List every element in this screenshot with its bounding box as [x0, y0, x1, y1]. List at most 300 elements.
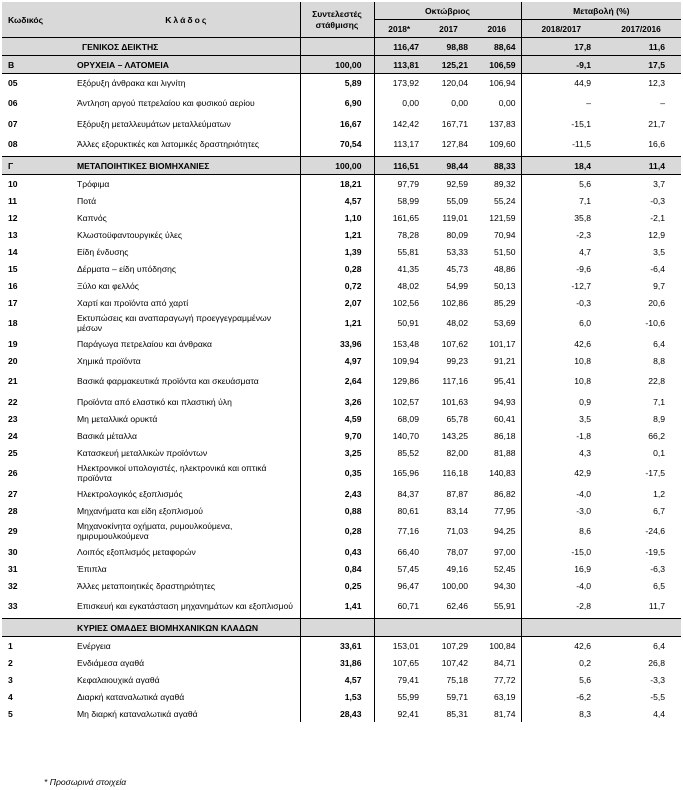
row-value-2016: 91,21 [473, 352, 521, 369]
row-weight: 0,72 [300, 277, 374, 294]
row-weight: 0,28 [300, 519, 374, 543]
row-sector-text: Βασικά μέταλλα [77, 430, 137, 441]
row-value-2016: 55,24 [473, 192, 521, 209]
row-sector [74, 577, 300, 594]
row-sector-text: Προϊόντα από ελαστικό και πλαστική ύλη [77, 396, 232, 407]
row-value-2018: 57,45 [397, 563, 419, 574]
row-value-2018: 116,51 [374, 157, 424, 175]
row-value-2018: 116,47 [374, 38, 424, 56]
row-weight: 3,26 [300, 393, 374, 410]
row-sector-text: Χημικά προϊόντα [77, 355, 141, 366]
row-code: 16 [8, 280, 18, 291]
table-row [2, 157, 681, 175]
row-change-2018-2017: -15,0 [521, 543, 601, 560]
row-sector-text: Ποτά [77, 195, 97, 206]
row-change-2017-2016: 3,7 [653, 178, 666, 189]
row-change-2017-2016: -19,5 [645, 546, 666, 557]
row-value-2018: 173,92 [392, 77, 419, 88]
row-value-2018: 0,00 [402, 98, 419, 108]
row-change-2017-2016: 8,9 [653, 413, 666, 424]
row-value-2016: 60,41 [473, 410, 521, 427]
row-value-2017: 0,00 [451, 98, 468, 108]
row-change-2017-2016: 6,7 [653, 505, 666, 516]
row-value-2016: 70,94 [473, 226, 521, 243]
row-sector-text: Παράγωγα πετρελαίου και άνθρακα [77, 338, 212, 349]
row-sector-text: Είδη ένδυσης [77, 246, 129, 257]
row-value-2016 [473, 619, 521, 637]
row-sector-text: Δέρματα – είδη υπόδησης [77, 263, 177, 274]
row-value-2018: 113,81 [374, 56, 424, 74]
row-value-2016: 81,74 [473, 705, 521, 722]
row-change-2017-2016: 6,5 [653, 580, 666, 591]
row-code: 24 [8, 430, 18, 441]
row-change-2017-2016: -10,6 [645, 318, 666, 328]
row-code: 10 [8, 178, 18, 189]
row-value-2016: 94,93 [473, 393, 521, 410]
row-weight: 1,53 [300, 688, 374, 705]
row-value-2016: 100,84 [473, 637, 521, 655]
row-value-2018: 142,42 [392, 118, 419, 129]
row-change-2017-2016: -2,1 [650, 212, 666, 223]
row-change-2018-2017: 10,8 [521, 369, 601, 393]
row-value-2017: 167,71 [441, 118, 468, 129]
row-sector [74, 671, 300, 688]
row-code: 27 [8, 488, 18, 499]
row-value-2017: 116,18 [442, 468, 468, 478]
table-row [2, 461, 681, 485]
row-change-2018-2017: -2,3 [521, 226, 601, 243]
industrial-production-table [2, 2, 681, 722]
header-year-2017: 2017 [424, 20, 473, 38]
row-sector [74, 654, 300, 671]
row-weight: 0,28 [300, 260, 374, 277]
row-sector [74, 543, 300, 560]
row-value-2018: 79,41 [397, 674, 419, 685]
row-weight: 33,96 [300, 335, 374, 352]
row-change-2018-2017: 17,8 [521, 38, 601, 56]
header-sector: Κλάδος [74, 2, 300, 38]
row-change-2018-2017: -0,3 [521, 294, 601, 311]
row-change-2018-2017: 8,3 [521, 705, 601, 722]
row-value-2018: 66,40 [397, 546, 419, 557]
row-change-2017-2016: 8,8 [653, 355, 666, 366]
row-sector-text: Έπιπλα [77, 563, 107, 574]
row-value-2018: 50,91 [397, 318, 419, 328]
row-weight: 31,86 [300, 654, 374, 671]
row-value-2017: 120,04 [441, 77, 468, 88]
row-weight: 2,07 [300, 294, 374, 311]
row-sector [74, 260, 300, 277]
row-change-2018-2017: -11,5 [521, 132, 601, 157]
row-weight: 4,59 [300, 410, 374, 427]
row-sector [74, 688, 300, 705]
row-value-2017: 98,88 [424, 38, 473, 56]
row-value-2017: 107,29 [441, 640, 468, 651]
row-value-2018: 55,99 [397, 691, 419, 702]
row-sector-text: Επισκευή και εγκατάσταση μηχανημάτων και εξοπλισμού [77, 601, 293, 611]
row-value-2016: 52,45 [473, 560, 521, 577]
row-change-2018-2017: -9,6 [521, 260, 601, 277]
table-row [2, 444, 681, 461]
row-value-2018: 113,17 [393, 139, 419, 149]
table-row [2, 594, 681, 619]
row-weight: 0,35 [300, 461, 374, 485]
row-code: 33 [8, 601, 18, 611]
row-sector-text: Χαρτί και προϊόντα από χαρτί [77, 297, 189, 308]
row-sector [74, 705, 300, 722]
row-code: 2 [8, 657, 13, 668]
row-code: 1 [8, 640, 13, 651]
row-change-2018-2017: 42,6 [521, 637, 601, 655]
row-change-2017-2016: 11,7 [648, 601, 666, 611]
table-row [2, 519, 681, 543]
table-row [2, 485, 681, 502]
row-value-2017: 143,25 [441, 430, 468, 441]
row-value-2017: 107,62 [441, 338, 468, 349]
row-sector-text: Ενδιάμεσα αγαθά [77, 657, 145, 668]
row-weight: 100,00 [300, 56, 374, 74]
row-code: 26 [8, 468, 18, 478]
row-code: 11 [8, 195, 18, 206]
row-change-2017-2016: 4,4 [653, 708, 666, 719]
table-row [2, 311, 681, 335]
row-value-2017: 65,78 [446, 413, 468, 424]
row-sector-text: Άλλες μεταποιητικές δραστηριότητες [77, 580, 216, 591]
row-value-2016: 77,95 [473, 502, 521, 519]
row-value-2016: 89,32 [473, 175, 521, 193]
row-weight: 4,57 [300, 671, 374, 688]
table-row [2, 226, 681, 243]
table-row [2, 705, 681, 722]
footnote: * Προσωρινά στοιχεία [44, 777, 127, 787]
row-code: 06 [8, 98, 18, 108]
row-change-2018-2017: 3,5 [521, 410, 601, 427]
table-row [2, 410, 681, 427]
row-sector [74, 243, 300, 260]
row-value-2018: 109,94 [392, 355, 419, 366]
row-value-2018: 77,16 [397, 526, 419, 536]
row-change-2017-2016: 17,5 [601, 56, 681, 74]
row-value-2018: 68,09 [397, 413, 419, 424]
row-change-2018-2017: -9,1 [521, 56, 601, 74]
row-sector [74, 619, 300, 637]
row-value-2016: 109,60 [473, 132, 521, 157]
table-row [2, 654, 681, 671]
row-change-2017-2016: 3,5 [653, 246, 666, 257]
row-change-2018-2017: -3,0 [521, 502, 601, 519]
row-value-2017 [424, 619, 473, 637]
row-code: 29 [8, 526, 18, 536]
row-change-2017-2016: 12,3 [648, 77, 666, 88]
row-sector [74, 157, 300, 175]
row-change-2017-2016: -24,6 [645, 526, 666, 536]
row-value-2018: 41,35 [397, 263, 419, 274]
row-sector [74, 637, 300, 655]
row-value-2018: 60,71 [397, 601, 419, 611]
row-change-2018-2017: 42,6 [521, 335, 601, 352]
row-weight: 1,10 [300, 209, 374, 226]
row-change-2017-2016: 7,1 [653, 396, 666, 407]
row-weight: 18,21 [300, 175, 374, 193]
table-row [2, 352, 681, 369]
row-sector-text: ΟΡΥΧΕΙΑ – ΛΑΤΟΜΕΙΑ [77, 59, 169, 70]
table-row [2, 192, 681, 209]
row-value-2017: 107,42 [441, 657, 468, 668]
row-value-2018: 85,52 [397, 447, 419, 458]
row-code: 31 [8, 563, 18, 574]
row-value-2017: 83,14 [446, 505, 468, 516]
row-sector-text: Λοιπός εξοπλισμός μεταφορών [77, 546, 196, 557]
row-value-2016: 86,18 [473, 427, 521, 444]
row-value-2017: 49,16 [446, 563, 468, 574]
row-value-2017: 117,16 [442, 376, 468, 386]
row-sector [74, 74, 300, 92]
row-sector [74, 485, 300, 502]
row-change-2017-2016: 22,8 [648, 376, 666, 386]
header-change-2017-2016: 2017/2016 [601, 20, 681, 38]
table-row [2, 243, 681, 260]
row-value-2017: 98,44 [424, 157, 473, 175]
row-sector [74, 461, 300, 485]
row-value-2016: 48,86 [473, 260, 521, 277]
row-code: 4 [8, 691, 13, 702]
row-weight: 5,89 [300, 74, 374, 92]
row-value-2018: 153,48 [392, 338, 419, 349]
row-change-2017-2016: 0,1 [653, 447, 666, 458]
row-weight: 3,25 [300, 444, 374, 461]
row-change-2018-2017: -1,8 [521, 427, 601, 444]
row-value-2018: 153,01 [392, 640, 419, 651]
row-code: Β [2, 56, 74, 74]
row-sector [74, 352, 300, 369]
row-value-2016: 95,41 [473, 369, 521, 393]
row-change-2017-2016: 26,8 [648, 657, 666, 668]
table-row [2, 91, 681, 115]
row-sector [74, 427, 300, 444]
row-sector-text: Άντληση αργού πετρελαίου και φυσικού αερίου [77, 98, 255, 108]
row-sector [74, 502, 300, 519]
row-code: 05 [8, 77, 18, 88]
row-value-2018: 80,61 [397, 505, 419, 516]
table-row [2, 38, 681, 56]
row-value-2018: 55,81 [397, 246, 419, 257]
row-change-2017-2016: -5,5 [650, 691, 666, 702]
table-row [2, 560, 681, 577]
header-code: Κωδικός [2, 2, 74, 38]
table-row [2, 56, 681, 74]
industrial-production-table-container [2, 2, 681, 722]
row-value-2018: 58,99 [397, 195, 419, 206]
row-change-2018-2017: 42,9 [521, 461, 601, 485]
row-sector [74, 38, 300, 56]
row-value-2016: 97,00 [473, 543, 521, 560]
row-weight: 0,25 [300, 577, 374, 594]
row-sector-text: Κλωστοϋφαντουργικές ύλες [77, 229, 182, 240]
row-sector-text: Μη διαρκή καταναλωτικά αγαθά [77, 708, 198, 719]
row-value-2016: 140,83 [473, 461, 521, 485]
row-weight: 6,90 [300, 91, 374, 115]
row-weight: 1,39 [300, 243, 374, 260]
row-sector [74, 335, 300, 352]
row-sector [74, 226, 300, 243]
row-weight: 4,57 [300, 192, 374, 209]
row-sector [74, 594, 300, 619]
row-value-2018: 102,56 [392, 297, 419, 308]
row-value-2016: 81,88 [473, 444, 521, 461]
row-value-2018: 161,65 [392, 212, 419, 223]
row-weight: 70,54 [300, 132, 374, 157]
row-weight: 16,67 [300, 115, 374, 132]
row-sector [74, 311, 300, 335]
row-sector [74, 115, 300, 132]
row-sector-text: Τρόφιμα [77, 178, 110, 189]
row-value-2017: 54,99 [446, 280, 468, 291]
table-body [2, 38, 681, 723]
row-value-2017: 102,86 [441, 297, 468, 308]
row-sector-text: Κατασκευή μεταλλικών προϊόντων [77, 447, 208, 458]
row-sector-text: Άλλες εξορυκτικές και λατομικές δραστηριότητες [77, 139, 260, 149]
row-weight: 0,43 [300, 543, 374, 560]
row-sector-text: Ηλεκτρονικοί υπολογιστές, ηλεκτρονικά και οπτικά προϊόντα [77, 463, 267, 483]
table-row [2, 577, 681, 594]
row-code: 25 [8, 447, 18, 458]
row-weight: 1,41 [300, 594, 374, 619]
row-value-2016: 51,50 [473, 243, 521, 260]
table-header [2, 2, 681, 38]
row-value-2017: 127,84 [441, 139, 468, 149]
row-change-2017-2016: 9,7 [653, 280, 666, 291]
row-value-2016: 88,33 [473, 157, 521, 175]
row-sector [74, 519, 300, 543]
row-sector-text: Εκτυπώσεις και αναπαραγωγή προεγγεγραμμένων μέσων [77, 313, 272, 333]
row-sector-text: ΜΕΤΑΠΟΙΗΤΙΚΕΣ ΒΙΟΜΗΧΑΝΙΕΣ [77, 160, 210, 171]
row-weight: 0,88 [300, 502, 374, 519]
row-value-2017: 78,07 [446, 546, 468, 557]
row-weight [300, 619, 374, 637]
row-value-2016: 77,72 [473, 671, 521, 688]
row-change-2017-2016 [601, 619, 681, 637]
row-change-2018-2017: 8,6 [521, 519, 601, 543]
row-change-2018-2017: 18,4 [521, 157, 601, 175]
row-code: 15 [8, 263, 18, 274]
row-change-2018-2017: 5,6 [521, 671, 601, 688]
table-row [2, 427, 681, 444]
row-sector-text: Βασικά φαρμακευτικά προϊόντα και σκευάσματα [77, 376, 259, 386]
row-value-2016: 84,71 [473, 654, 521, 671]
row-value-2018: 165,96 [392, 468, 419, 478]
row-value-2016: 101,17 [473, 335, 521, 352]
row-code [2, 619, 74, 637]
row-value-2017: 80,09 [446, 229, 468, 240]
row-change-2018-2017: – [521, 91, 601, 115]
row-code: 12 [8, 212, 18, 223]
row-weight [300, 38, 374, 56]
row-weight: 4,97 [300, 352, 374, 369]
row-sector-text: Μηχανοκίνητα οχήματα, ρυμουλκούμενα, ημιρυμουλκούμενα [77, 521, 233, 541]
row-value-2017: 87,87 [446, 488, 468, 499]
row-change-2018-2017: 0,2 [521, 654, 601, 671]
row-value-2017: 53,33 [446, 246, 468, 257]
row-value-2018: 129,86 [392, 376, 419, 386]
row-value-2018: 140,70 [392, 430, 419, 441]
row-change-2018-2017: 35,8 [521, 209, 601, 226]
row-value-2016: 121,59 [473, 209, 521, 226]
row-sector [74, 393, 300, 410]
row-value-2017: 45,73 [446, 263, 468, 274]
row-weight: 1,21 [300, 311, 374, 335]
row-change-2017-2016: 12,9 [648, 229, 666, 240]
table-row [2, 502, 681, 519]
row-value-2017: 55,09 [446, 195, 468, 206]
table-row [2, 277, 681, 294]
row-change-2017-2016: 21,7 [648, 118, 666, 129]
header-change-2018-2017: 2018/2017 [521, 20, 601, 38]
row-value-2016: 106,59 [473, 56, 521, 74]
row-change-2018-2017: 6,0 [521, 311, 601, 335]
table-row [2, 619, 681, 637]
row-change-2018-2017: 5,6 [521, 175, 601, 193]
header-year-2018: 2018* [374, 20, 424, 38]
row-change-2017-2016: -6,3 [650, 563, 666, 574]
row-sector [74, 444, 300, 461]
row-change-2018-2017: -6,2 [521, 688, 601, 705]
row-code: 32 [8, 580, 18, 591]
row-change-2018-2017: 7,1 [521, 192, 601, 209]
row-value-2016: 55,91 [473, 594, 521, 619]
table-row [2, 209, 681, 226]
table-row [2, 175, 681, 193]
row-value-2017: 85,31 [446, 708, 468, 719]
row-change-2017-2016: -6,4 [650, 263, 666, 274]
row-value-2018: 84,37 [397, 488, 419, 499]
table-row [2, 132, 681, 157]
row-change-2018-2017: 10,8 [521, 352, 601, 369]
table-row [2, 671, 681, 688]
row-sector-text: Μη μεταλλικά ορυκτά [77, 413, 158, 424]
row-code: 5 [8, 708, 13, 719]
row-weight: 2,43 [300, 485, 374, 502]
row-code: 08 [8, 139, 18, 149]
row-sector-text: Ηλεκτρολογικός εξοπλισμός [77, 488, 183, 499]
row-change-2017-2016: 1,2 [653, 488, 666, 499]
row-weight: 1,21 [300, 226, 374, 243]
row-value-2017: 101,63 [441, 396, 468, 407]
row-change-2018-2017: -12,7 [521, 277, 601, 294]
row-sector [74, 132, 300, 157]
row-change-2017-2016: 11,6 [601, 38, 681, 56]
row-code: 14 [8, 246, 18, 257]
row-change-2017-2016: 66,2 [648, 430, 666, 441]
row-change-2018-2017: 4,3 [521, 444, 601, 461]
row-value-2018: 92,41 [397, 708, 419, 719]
row-value-2017: 62,46 [446, 601, 468, 611]
row-value-2016: 0,00 [473, 91, 521, 115]
row-change-2018-2017: -15,1 [521, 115, 601, 132]
row-value-2017: 99,23 [446, 355, 468, 366]
row-sector [74, 294, 300, 311]
row-sector [74, 369, 300, 393]
row-value-2017: 125,21 [424, 56, 473, 74]
row-change-2018-2017: 44,9 [521, 74, 601, 92]
row-change-2017-2016: 16,6 [648, 139, 666, 149]
row-sector-text: Ξύλο και φελλός [77, 280, 139, 291]
table-row [2, 74, 681, 92]
row-code: 22 [8, 396, 18, 407]
header-weight-line2: στάθμισης [315, 19, 359, 30]
row-value-2017: 100,00 [441, 580, 468, 591]
row-change-2018-2017: -2,8 [521, 594, 601, 619]
row-value-2017: 82,00 [446, 447, 468, 458]
